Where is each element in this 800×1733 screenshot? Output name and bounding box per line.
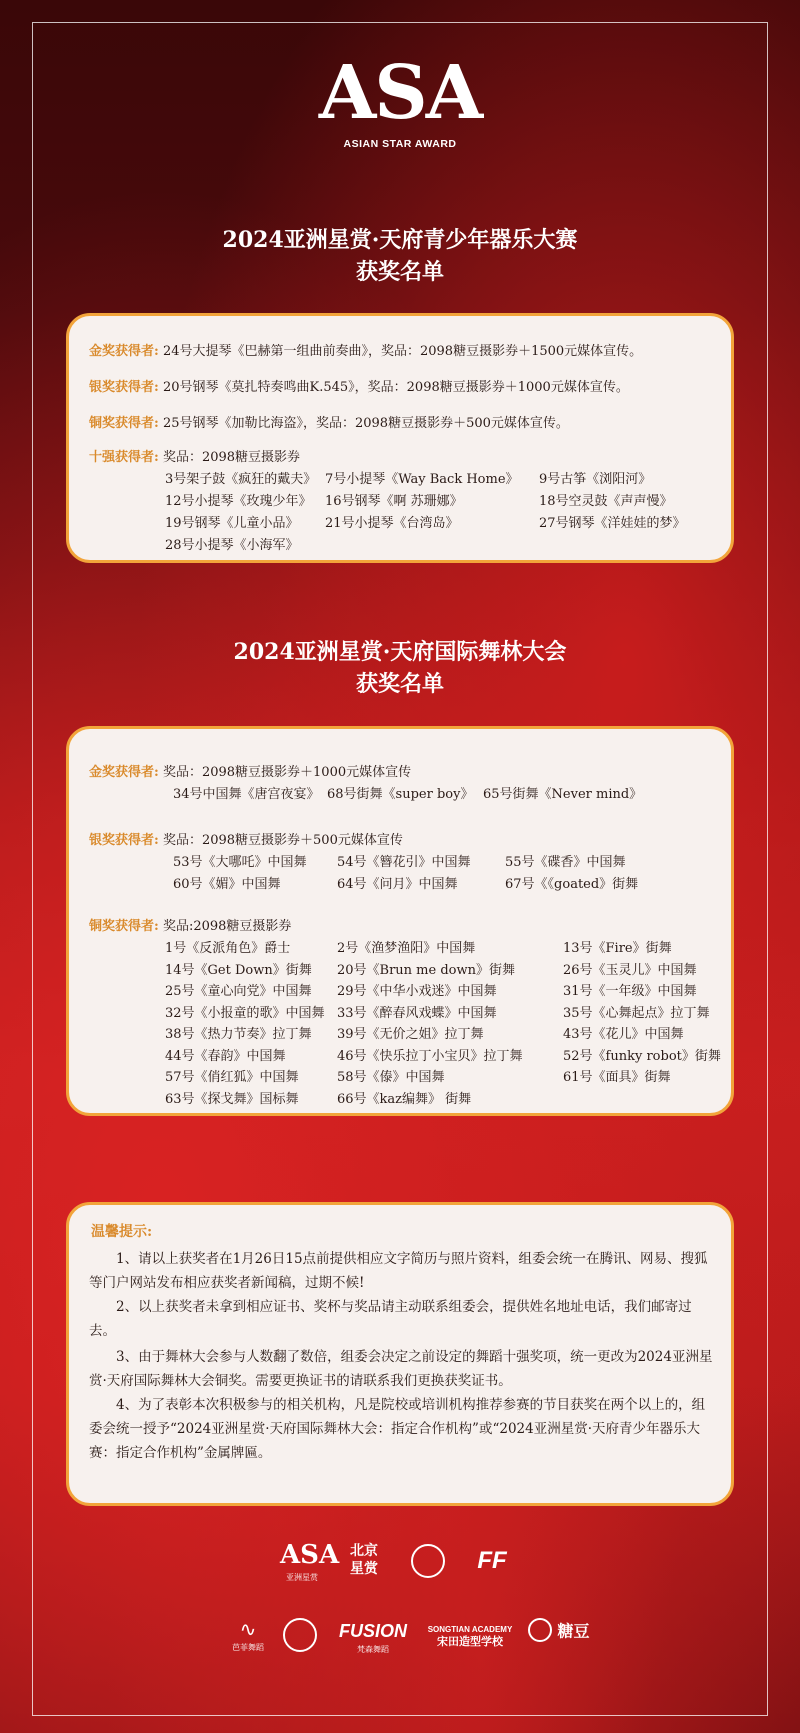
- dance-bronze-entry: 32号《小报童的歌》中国舞: [165, 1005, 325, 1021]
- note-item-4: 4、为了表彰本次积极参与的相关机构，凡是院校或培训机构推荐参赛的节目获奖在两个以上的，组委会统一授予“2024亚洲星赏·天府国际舞林大会：指定合作机构”或“2024亚洲星赏·天府青少年器乐大赛：指定合作机构”金属牌匾。: [89, 1397, 706, 1461]
- top10-entry: 3号架子鼓《疯狂的戴夫》: [165, 472, 317, 487]
- top10-entry: 9号古筝《浏阳河》: [539, 472, 652, 487]
- dance-silver-entry: 64号《问月》中国舞: [337, 877, 458, 892]
- gold-prize: 奖品：2098糖豆摄影券＋1000元媒体宣传: [162, 765, 412, 780]
- notes-title: 温馨提示:: [91, 1224, 153, 1240]
- top10-prize: 奖品：2098糖豆摄影券: [162, 450, 301, 465]
- silver-text: 20号钢琴《莫扎特奏鸣曲K.545》，奖品：2098糖豆摄影券＋1000元媒体宣传。: [162, 380, 629, 395]
- ff-logo: FF: [477, 1547, 507, 1574]
- dance-silver-entry: 60号《媚》中国舞: [173, 877, 281, 892]
- bronze-label: 铜奖获得者:: [89, 919, 159, 934]
- dance-bronze-entry: 66号《kaz编舞》 街舞: [337, 1091, 472, 1107]
- bronze-label: 铜奖获得者:: [89, 416, 159, 431]
- dance-bronze-entry: 61号《面具》街舞: [563, 1070, 671, 1085]
- dance-results-panel: [66, 726, 734, 1116]
- top10-entry: 27号钢琴《洋娃娃的梦》: [539, 516, 686, 531]
- dance-gold-entry: 68号街舞《super boy》: [327, 787, 474, 802]
- swirl-logo: [408, 1544, 448, 1578]
- top10-label: 十强获得者:: [89, 450, 159, 465]
- dance-silver-entry: 55号《碟香》中国舞: [505, 855, 626, 870]
- dance-bronze-entry: 14号《Get Down》街舞: [165, 962, 312, 978]
- dance-bronze-entry: 35号《心舞起点》拉丁舞: [563, 1005, 710, 1021]
- dance-bronze-entry: 39号《无价之姐》拉丁舞: [337, 1027, 484, 1042]
- beijing-star-logo: 北京星赏: [350, 1543, 378, 1577]
- dance-bronze-entry: 1号《反派角色》爵士: [165, 941, 291, 956]
- dance-bronze-entry: 13号《Fire》街舞: [563, 941, 672, 956]
- dance-bronze-entry: 57号《俏红狐》中国舞: [165, 1070, 299, 1085]
- instrument-title-line1: 2024亚洲星赏·天府青少年器乐大赛: [222, 227, 578, 253]
- notes-panel: [66, 1202, 734, 1506]
- silver-prize: 奖品：2098糖豆摄影券＋500元媒体宣传: [162, 833, 403, 848]
- top10-entry: 28号小提琴《小海军》: [165, 538, 299, 553]
- dance-bronze-entry: 25号《童心向党》中国舞: [165, 984, 312, 999]
- instrument-bronze-row: [89, 412, 569, 431]
- instrument-results-panel: [66, 313, 734, 563]
- note-item-1: 1、请以上获奖者在1月26日15点前提供相应文字简历与照片资料，组委会统一在腾讯、网易、搜狐等门户网站发布相应获奖者新闻稿，过期不候!: [89, 1251, 708, 1291]
- dance-bronze-entry: 58号《傣》中国舞: [337, 1070, 445, 1085]
- dance-bronze-entry: 46号《快乐拉丁小宝贝》拉丁舞: [337, 1048, 523, 1064]
- dance-bronze-row: [89, 915, 291, 934]
- top10-entry: 7号小提琴《Way Back Home》: [325, 472, 519, 487]
- dance-bronze-entry: 33号《醉春风戏蝶》中国舞: [337, 1005, 497, 1021]
- logo-mark: ASA: [318, 50, 482, 136]
- dance-title-line1: 2024亚洲星赏·天府国际舞林大会: [233, 639, 567, 665]
- dance-bronze-entry: 29号《中华小戏迷》中国舞: [337, 984, 497, 999]
- dance-bronze-entry: 31号《一年级》中国舞: [563, 984, 697, 999]
- silver-label: 银奖获得者:: [89, 833, 159, 848]
- note-item-2: 2、以上获奖者未拿到相应证书、奖杯与奖品请主动联系组委会，提供姓名地址电话，我们邮寄过去。: [89, 1299, 692, 1339]
- round-emblem-icon: [283, 1618, 317, 1652]
- dance-silver-entry: 67号《《goated》街舞: [505, 877, 639, 892]
- gold-label: 金奖获得者:: [89, 765, 159, 780]
- top10-entry: 21号小提琴《台湾岛》: [325, 516, 459, 531]
- gold-text: 24号大提琴《巴赫第一组曲前奏曲》，奖品：2098糖豆摄影券＋1500元媒体宣传。: [162, 344, 643, 359]
- swirl-icon: [411, 1544, 445, 1578]
- tangdou-icon: [528, 1618, 552, 1642]
- silver-label: 银奖获得者:: [89, 380, 159, 395]
- tangdou-logo: 糖豆: [526, 1618, 592, 1642]
- dance-bronze-entry: 26号《玉灵儿》中国舞: [563, 962, 697, 978]
- dance-bronze-entry: 43号《花儿》中国舞: [563, 1027, 684, 1042]
- asa-logo: [0, 52, 800, 150]
- dance-bronze-entry: 2号《渔梦渔阳》中国舞: [337, 941, 476, 956]
- instrument-title-line2: 获奖名单: [355, 259, 444, 285]
- dance-gold-entry: 34号中国舞《唐宫夜宴》: [173, 787, 320, 802]
- asa-sponsor-logo: ASA 亚洲星赏: [280, 1540, 340, 1582]
- round-logo: [280, 1618, 320, 1652]
- fusion-logo: FUSION 梵森舞蹈: [338, 1621, 407, 1654]
- dance-title: [0, 636, 800, 700]
- dance-studio-logo: ∿ 芭菲舞蹈: [218, 1618, 278, 1653]
- dance-bronze-entry: 44号《春韵》中国舞: [165, 1048, 286, 1064]
- instrument-title: [0, 224, 800, 288]
- note-item-3: 3、由于舞林大会参与人数翻了数倍，组委会决定之前设定的舞蹈十强奖项，统一更改为2024亚洲星赏·天府国际舞林大会铜奖。需要更换证书的请联系我们更换获奖证书。: [89, 1349, 713, 1389]
- top10-entry: 18号空灵鼓《声声慢》: [539, 494, 673, 509]
- instrument-silver-row: [89, 376, 629, 395]
- dance-bronze-entry: 38号《热力节奏》拉丁舞: [165, 1027, 312, 1042]
- instrument-top10-row: [89, 446, 300, 465]
- top10-entry: 19号钢琴《儿童小品》: [165, 516, 299, 531]
- dance-gold-row: [89, 761, 411, 780]
- dancer-icon: ∿: [239, 1617, 257, 1641]
- top10-entry: 12号小提琴《玫瑰少年》: [165, 494, 312, 509]
- instrument-gold-row: [89, 340, 642, 359]
- dance-silver-row: [89, 829, 403, 848]
- dance-gold-entry: 65号街舞《Never mind》: [483, 787, 643, 802]
- bronze-prize: 奖品:2098糖豆摄影券: [162, 919, 292, 934]
- dance-title-line2: 获奖名单: [355, 671, 444, 697]
- dance-silver-entry: 53号《大哪吒》中国舞: [173, 855, 307, 870]
- dance-bronze-entry: 63号《探戈舞》国标舞: [165, 1091, 299, 1107]
- top10-entry: 16号钢琴《啊 苏珊娜》: [325, 494, 463, 509]
- songtian-academy-logo: SONGTIAN ACADEMY 宋田造型学校: [427, 1625, 513, 1648]
- dance-bronze-entry: 20号《Brun me down》街舞: [337, 962, 515, 978]
- bronze-text: 25号钢琴《加勒比海盗》，奖品：2098糖豆摄影券＋500元媒体宣传。: [162, 416, 569, 431]
- dance-bronze-entry: 52号《funky robot》街舞: [563, 1048, 721, 1064]
- gold-label: 金奖获得者:: [89, 344, 159, 359]
- dance-silver-entry: 54号《簪花引》中国舞: [337, 855, 471, 870]
- logo-subtitle: ASIAN STAR AWARD: [343, 138, 457, 150]
